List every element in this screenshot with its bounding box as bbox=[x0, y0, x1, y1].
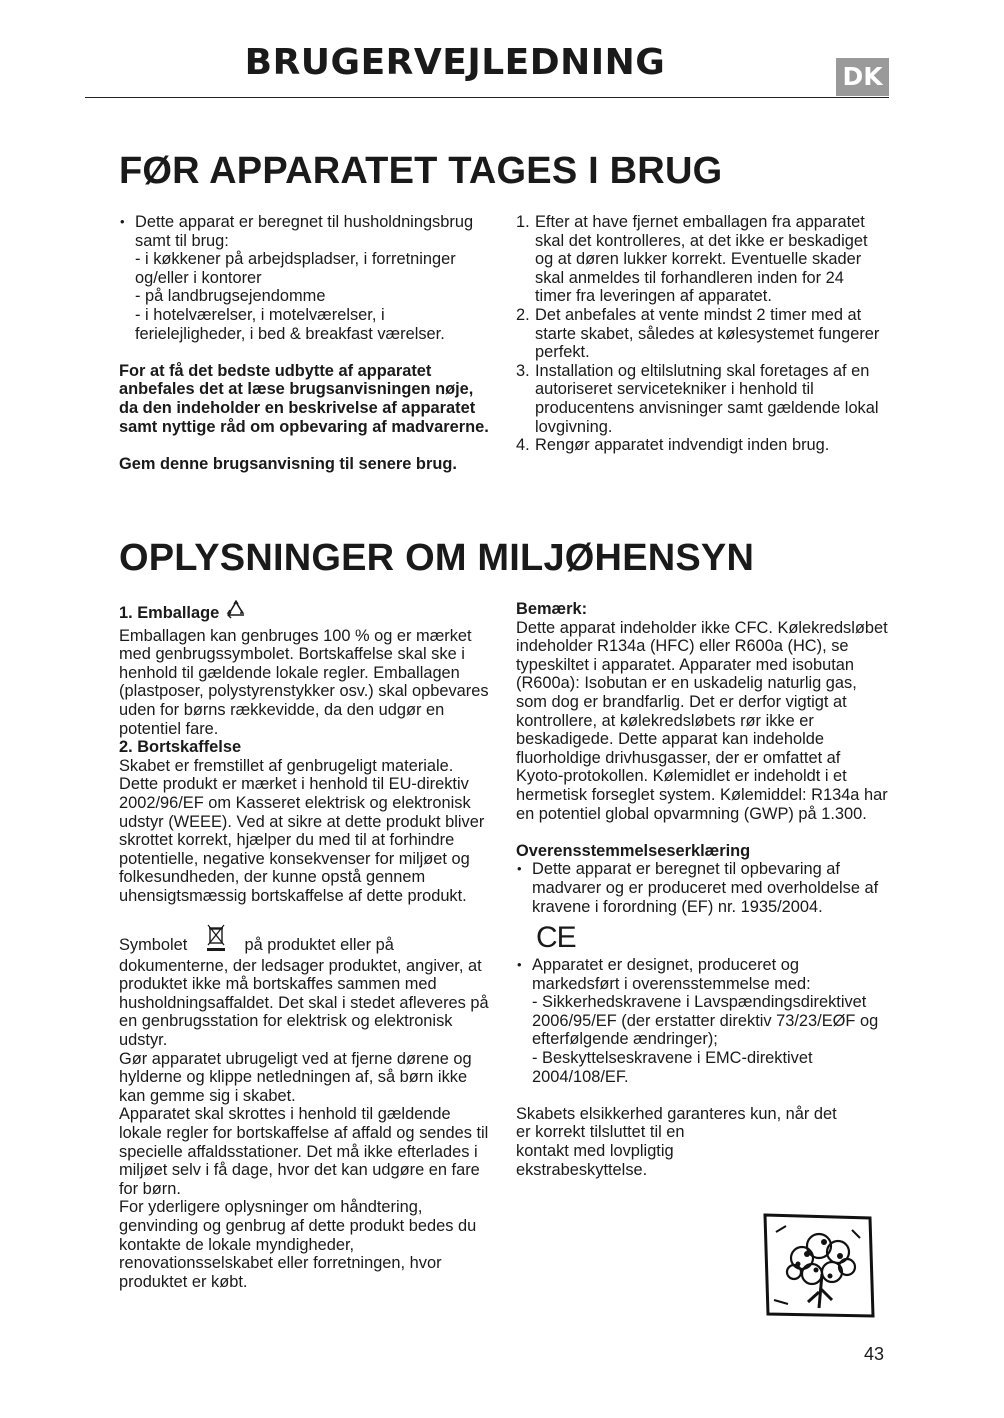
conformity-text: • Dette apparat er beregnet til opbevaring af madvarer og er produceret med overholdelse af kravene i forordning (EF) nr. 1935/2004. bbox=[532, 860, 879, 916]
before-use-left-column bbox=[119, 213, 494, 473]
weee-symbol-paragraph bbox=[119, 924, 491, 1050]
step-item bbox=[516, 362, 882, 436]
step-text: Rengør apparatet indvendigt inden brug. bbox=[535, 436, 830, 455]
usage-item: - i hotelværelser, i motelværelser, i ferielejligheder, i bed & breakfast værelser. bbox=[135, 305, 445, 343]
step-text: Efter at have fjernet emballagen fra apparatet skal det kontrolleres, at det ikke er beskadiget og at døren lukker korrekt. Eventuelle skader skal anmeldes til forhandleren inden for 24 timer fra leveringen af apparatet. bbox=[535, 213, 868, 306]
crossed-bin-icon bbox=[206, 924, 226, 957]
recycle-icon bbox=[224, 600, 248, 627]
disposal-text: Skabet er fremstillet af genbrugeligt materiale. Dette produkt er mærket i henhold til EU-direktiv 2002/96/EF om Kasseret elektrisk og elektronisk udstyr (WEEE). Ved at sikre at dette produkt bliver skrottet korrekt, hjælper du med til at forhindre potentielle, negative konsekvenser for miljøet og folkesundheden, der kunne opstå gennem uhensigtsmæssig bortskaffelse af dette produkt. bbox=[119, 756, 485, 905]
packaging-heading: 1. Emballage bbox=[119, 604, 220, 622]
section-title-environment: OPLYSNINGER OM MILJØHENSYN bbox=[119, 537, 755, 579]
symbol-post-text: på produktet eller på dokumenterne, der ledsager produktet, angiver, at produktet ikke må bortskaffes sammen med husholdningsaffaldet. Det skal i stedet afleveres på en genbrugsstation for elektrisk og elektronisk udstyr. bbox=[119, 936, 489, 1050]
step-number: 2. bbox=[516, 305, 530, 324]
step-item bbox=[516, 213, 882, 306]
safety-line: kontakt med lovpligtig bbox=[516, 1142, 674, 1161]
conformity-item: - Beskyttelseskravene i EMC-direktivet 2004/108/EF. bbox=[532, 1049, 813, 1086]
keep-manual-note: Gem denne brugsanvisning til senere brug. bbox=[119, 454, 457, 473]
safety-line: Skabets elsikkerhed garanteres kun, når det bbox=[516, 1104, 837, 1123]
before-use-steps bbox=[516, 213, 882, 455]
tree-logo-icon bbox=[762, 1212, 876, 1325]
step-number: 1. bbox=[516, 213, 530, 231]
header-divider bbox=[85, 97, 889, 98]
reading-advice: For at få det bedste udbytte af apparatet anbefales det at læse brugsanvisningen nøje, da den indeholder en beskrivelse af apparatet samt nyttige råd om opbevaring af madvarerne. bbox=[119, 361, 489, 436]
packaging-heading-line bbox=[119, 600, 491, 627]
conformity-intro: • Apparatet er designet, produceret og markedsført i overensstemmelse med: bbox=[532, 956, 811, 993]
manual-title: BRUGERVEJLEDNING bbox=[244, 42, 666, 83]
safety-line: ekstrabeskyttelse. bbox=[516, 1160, 648, 1179]
step-text: Installation og eltilslutning skal foretages af en autoriseret servicetekniker i henhold til producentens anvisninger samt gældende lokal lovgivning. bbox=[535, 361, 879, 436]
conformity-bullet bbox=[516, 860, 888, 916]
safety-line: er korrekt tilsluttet til en bbox=[516, 1123, 685, 1142]
packaging-text: Emballagen kan genbruges 100 % og er mærket med genbrugssymbolet. Bortskaffelse skal ske i henhold til gældende lokale regler. Emballagen (plastposer, polystyrenstykker osv.) skal opbevares uden for børns rækkevidde, da den udgør en potentiel fare. bbox=[119, 626, 489, 738]
disposal-heading: 2. Bortskaffelse bbox=[119, 738, 242, 757]
note-text: Dette apparat indeholder ikke CFC. Kølekredsløbet indeholder R134a (HFC) eller R600a (HC), se typeskiltet i apparatet. Apparater med isobutan (R600a): Isobutan er en uskadelig naturlig gas, som dog er brandfarlig. Det er derfor vigtigt at kontrollere, at kølekredsløbets rør ikke er beskadigede. Dette apparat kan indeholde fluorholdige drivhusgasser, der er omfattet af Kyoto-protokollen. Kølemidlet er indeholdt i et hermetisk forseglet system. Kølemiddel: R134a har en potentiel global opvarmning (GWP) på 1.300. bbox=[516, 618, 888, 823]
ce-mark: CE bbox=[536, 921, 576, 955]
page-number: 43 bbox=[864, 1344, 885, 1364]
conformity-heading: Overensstemmelseserklæring bbox=[516, 841, 751, 860]
note-heading: Bemærk: bbox=[516, 600, 588, 618]
environment-right-column bbox=[516, 600, 888, 1179]
conformity-item: - Sikkerhedskravene i Lavspændingsdirektivet 2006/95/EF (der erstatter direktiv 73/23/EØF og efterfølgende ændringer); bbox=[532, 993, 879, 1049]
unusable-text: Gør apparatet ubrugeligt ved at fjerne dørene og hylderne og klippe netledningen af, så børn ikke kan gemme sig i skabet. bbox=[119, 1049, 472, 1105]
conformity-bullet bbox=[516, 956, 888, 1086]
info-text: For yderligere oplysninger om håndtering, genvinding og genbrug af dette produkt bedes du kontakte de lokale myndigheder, renovationsselskabet eller forretningen, hvor produktet er købt. bbox=[119, 1198, 477, 1291]
section-title-before-use: FØR APPARATET TAGES I BRUG bbox=[119, 150, 723, 192]
step-number: 4. bbox=[516, 436, 530, 455]
step-text: Det anbefales at vente mindst 2 timer med at starte skabet, således at kølesystemet fungerer perfekt. bbox=[535, 305, 880, 362]
step-item bbox=[516, 306, 882, 362]
symbol-pre-text: Symbolet bbox=[119, 936, 188, 955]
usage-intro: • Dette apparat er beregnet til husholdningsbrug samt til brug: bbox=[135, 213, 474, 250]
usage-item: - på landbrugsejendomme bbox=[135, 287, 326, 306]
step-item bbox=[516, 436, 882, 455]
usage-bullet bbox=[119, 213, 494, 343]
usage-item: - i køkkener på arbejdspladser, i forretninger og/eller i kontorer bbox=[135, 250, 456, 287]
step-number: 3. bbox=[516, 361, 530, 380]
scrap-text: Apparatet skal skrottes i henhold til gældende lokale regler for bortskaffelse af affald og sendes til specielle affaldsstationer. Det må ikke efterlades i miljøet selv i få dage, hvor det kan udgøre en fare for børn. bbox=[119, 1105, 489, 1198]
language-badge: DK bbox=[836, 58, 889, 96]
environment-left-column bbox=[119, 600, 491, 1291]
